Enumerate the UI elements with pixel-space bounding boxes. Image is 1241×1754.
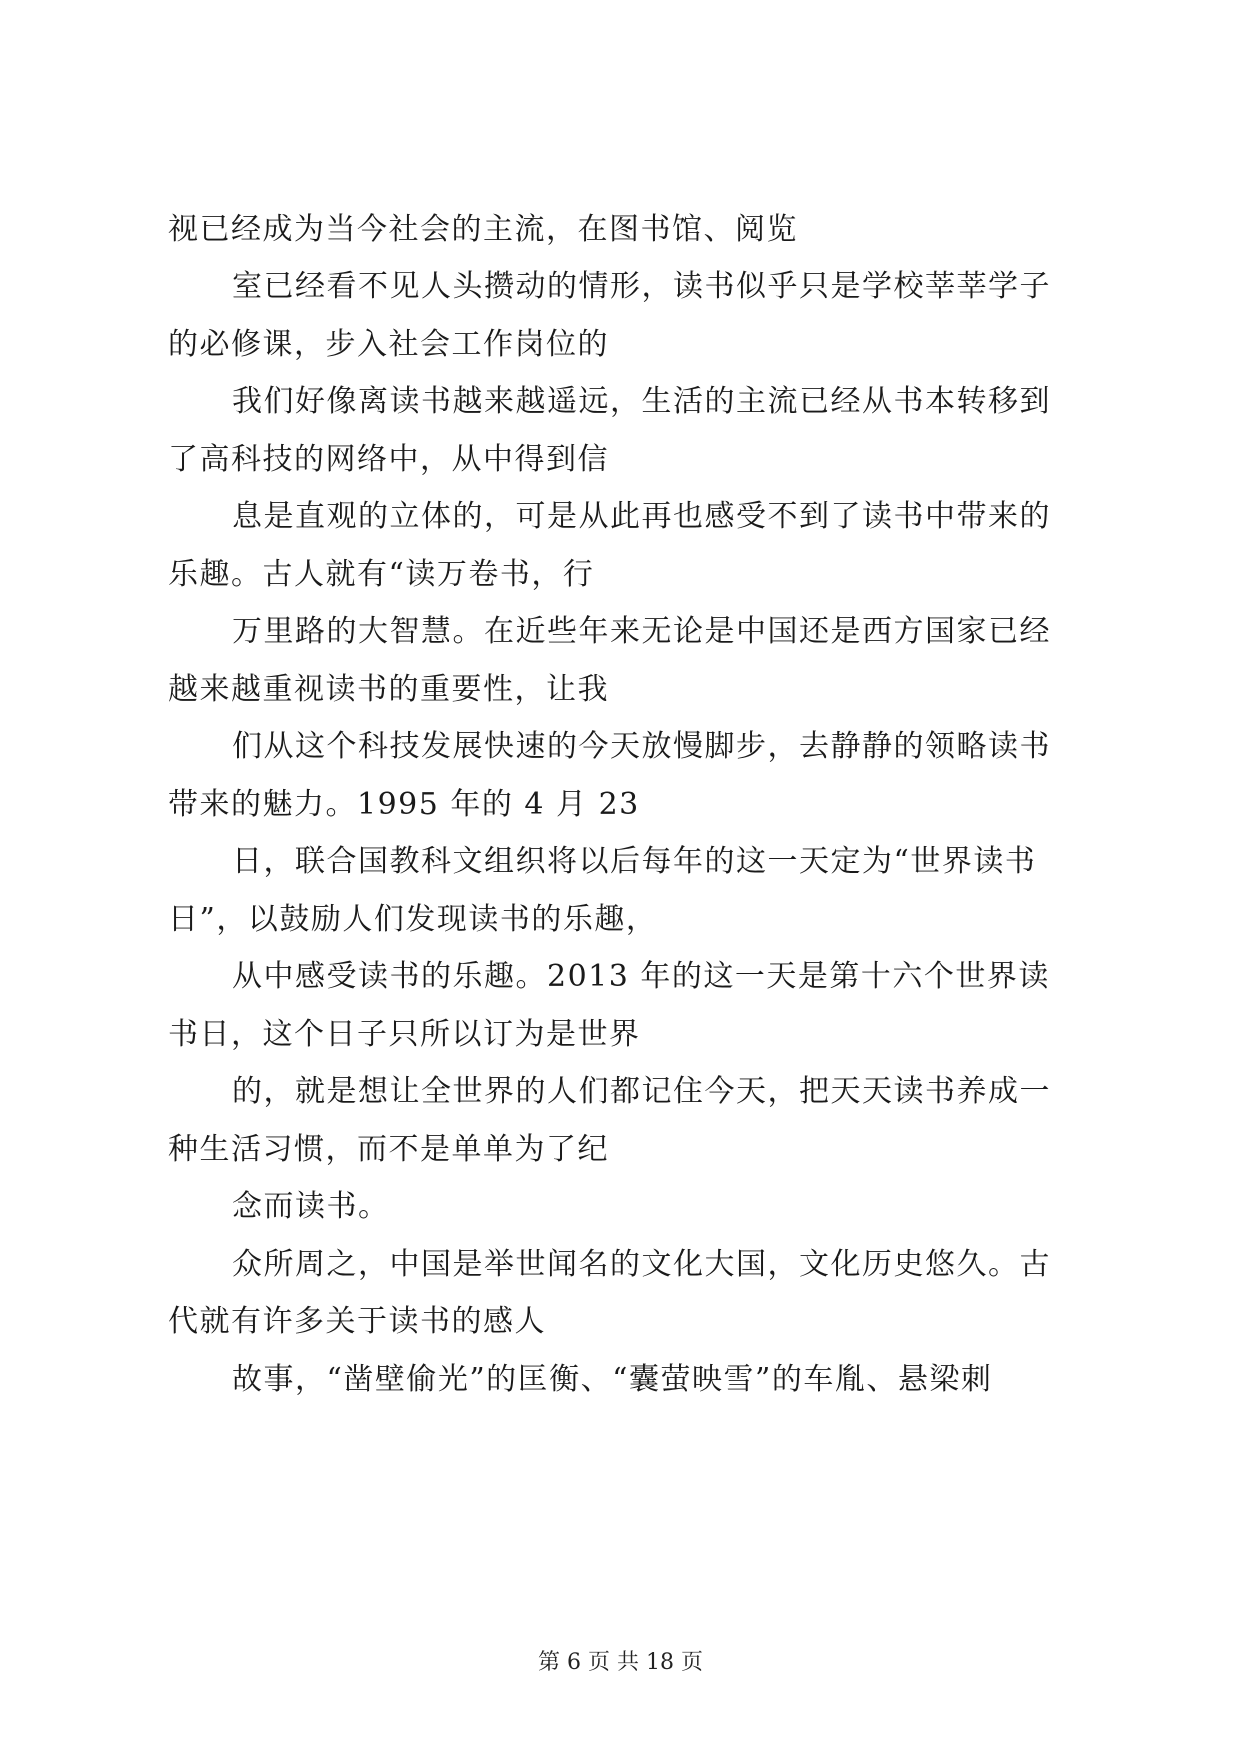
text-line: 息是直观的立体的，可是从此再也感受不到了读书中带来的 bbox=[232, 499, 1051, 534]
text-line: 了高科技的网络中，从中得到信 bbox=[168, 442, 609, 477]
text-line: 视已经成为当今社会的主流，在图书馆、阅览 bbox=[168, 212, 798, 247]
text-line: 越来越重视读书的重要性，让我 bbox=[168, 672, 609, 707]
text-line: 室已经看不见人头攒动的情形，读书似乎只是学校莘莘学子 bbox=[232, 269, 1051, 304]
text-line: 众所周之，中国是举世闻名的文化大国，文化历史悠久。古 bbox=[232, 1247, 1051, 1282]
text-line: 从中感受读书的乐趣。2013 年的这一天是第十六个世界读 bbox=[232, 959, 1050, 994]
text-line: 代就有许多关于读书的感人 bbox=[168, 1304, 546, 1339]
text-line: 万里路的大智慧。在近些年来无论是中国还是西方国家已经 bbox=[232, 614, 1051, 649]
text-line: 的必修课，步入社会工作岗位的 bbox=[168, 327, 609, 362]
text-line: 们从这个科技发展快速的今天放慢脚步，去静静的领略读书 bbox=[232, 729, 1051, 764]
text-line: 我们好像离读书越来越遥远，生活的主流已经从书本转移到 bbox=[232, 384, 1051, 419]
text-line: 乐趣。古人就有“读万卷书，行 bbox=[168, 557, 595, 592]
text-line: 日”，以鼓励人们发现读书的乐趣， bbox=[168, 902, 658, 937]
page-number-footer: 第 6 页 共 18 页 bbox=[538, 1650, 703, 1675]
text-line: 的，就是想让全世界的人们都记住今天，把天天读书养成一 bbox=[232, 1074, 1051, 1109]
text-line: 书日，这个日子只所以订为是世界 bbox=[168, 1017, 641, 1052]
text-line: 带来的魅力。1995 年的 4 月 23 bbox=[168, 787, 640, 822]
text-line: 日，联合国教科文组织将以后每年的这一天定为“世界读书 bbox=[232, 844, 1037, 879]
text-line: 种生活习惯，而不是单单为了纪 bbox=[168, 1132, 609, 1167]
text-line: 念而读书。 bbox=[232, 1189, 390, 1224]
text-line: 故事，“凿壁偷光”的匡衡、“囊萤映雪”的车胤、悬梁刺 bbox=[232, 1362, 993, 1397]
